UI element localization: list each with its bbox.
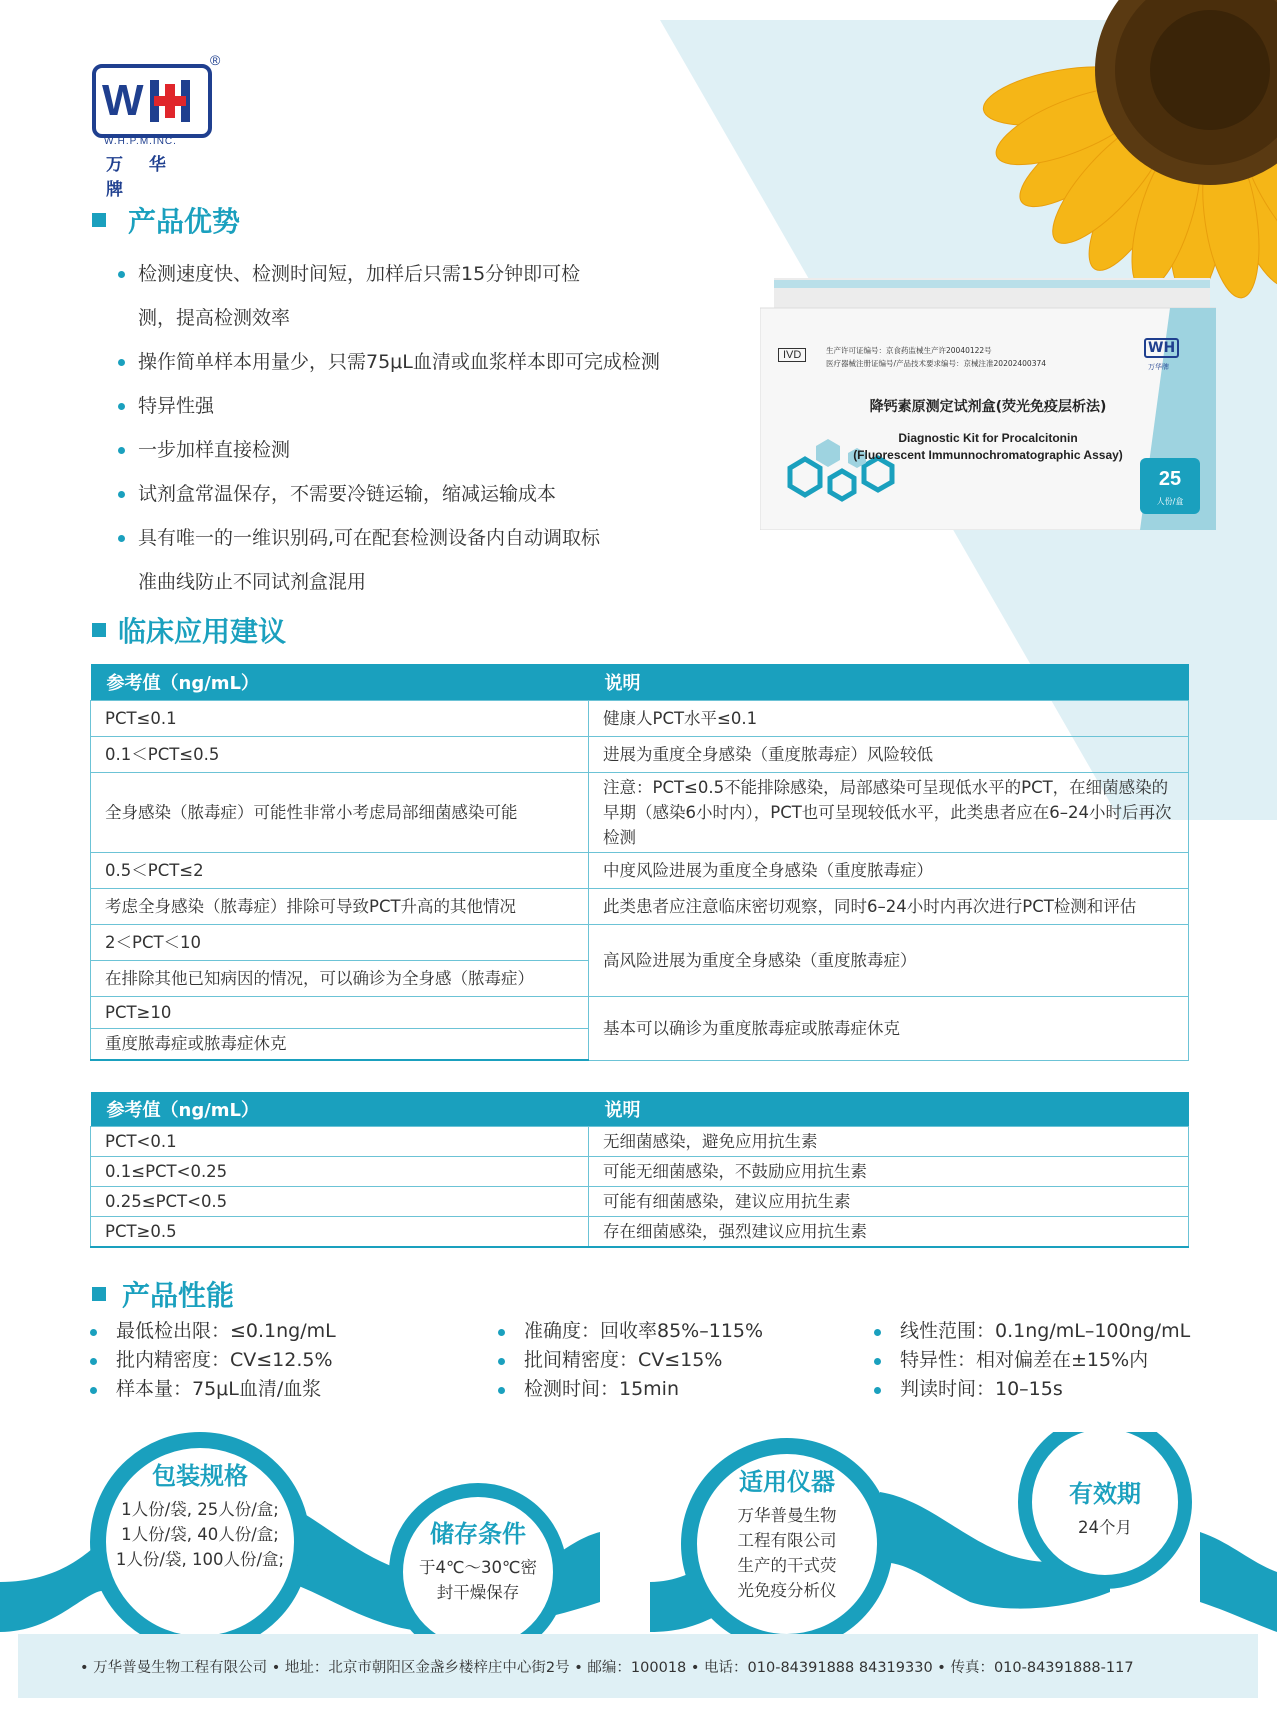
validity-circle: [1045, 1474, 1165, 1540]
table-cell: 基本可以确诊为重度脓毒症或脓毒症休克: [589, 996, 1189, 1060]
table-cell: 此类患者应注意临床密切观察，同时6–24小时内再次进行PCT检测和评估: [589, 888, 1189, 924]
instrument-line: 万华普曼生物: [737, 1506, 837, 1525]
spec-item: 批内精密度：CV≤12.5%: [90, 1346, 336, 1375]
footer-bar: [18, 1634, 1258, 1698]
validity-title: 有效期: [1069, 1480, 1141, 1508]
table-cell: PCT≥10: [91, 996, 589, 1028]
table-header-cell: 参考值（ng/mL）: [91, 1092, 589, 1126]
heading-square-icon: [92, 623, 106, 637]
table-cell: 0.1≤PCT<0.25: [91, 1156, 589, 1186]
clinical-table-2: [90, 1092, 1189, 1248]
license-line: 生产许可证编号：京食药监械生产许20040122号: [826, 346, 992, 355]
list-item: 特异性强: [118, 384, 718, 428]
table-cell: 0.25≤PCT<0.5: [91, 1186, 589, 1216]
table-cell: 在排除其他已知病因的情况，可以确诊为全身感（脓毒症）: [91, 960, 589, 996]
performance-heading: [92, 1274, 234, 1314]
spec-item: 特异性：相对偏差在±15%内: [874, 1346, 1190, 1375]
list-item-continuation: 准曲线防止不同试剂盒混用: [138, 571, 367, 593]
table-row: [91, 1186, 1189, 1216]
table-header-row: [91, 1092, 1189, 1126]
instrument-line: 生产的干式荧: [737, 1556, 837, 1575]
list-item: 操作简单样本用量少，只需75μL血清或血浆样本即可完成检测: [118, 340, 718, 384]
license-line: 医疗器械注册证编号/产品技术要求编号：京械注准20202400374: [826, 359, 1047, 368]
box-count: 25: [1158, 468, 1182, 490]
storage-line: 于4℃～30℃密: [418, 1558, 538, 1577]
table-cell: 2＜PCT＜10: [91, 924, 589, 960]
product-name-en-2: (Fluorescent Immunnochromatographic Assay): [853, 448, 1123, 462]
heading-square-icon: [92, 1287, 106, 1301]
table-cell: 进展为重度全身感染（重度脓毒症）风险较低: [589, 736, 1189, 772]
brand-logo: [92, 52, 221, 200]
logo-box: [92, 64, 212, 138]
spec-item: 线性范围：0.1ng/mL–100ng/mL: [874, 1317, 1190, 1346]
spec-item: 准确度：回收率85%–115%: [498, 1317, 763, 1346]
advantages-list: [118, 252, 718, 604]
table-cell: 全身感染（脓毒症）可能性非常小考虑局部细菌感染可能: [91, 772, 589, 852]
packaging-circle: [110, 1456, 290, 1572]
table-row: [91, 1156, 1189, 1186]
spec-item: 判读时间：10–15s: [874, 1375, 1190, 1404]
product-name-cn: 降钙素原测定试剂盒(荧光免疫层析法): [869, 399, 1107, 415]
storage-circle: [408, 1514, 548, 1605]
list-item: 具有唯一的一维识别码,可在配套检测设备内自动调取标: [118, 516, 718, 560]
table-cell: PCT≥0.5: [91, 1216, 589, 1247]
table-row: [91, 772, 1189, 852]
packaging-title: 包装规格: [152, 1462, 248, 1490]
instrument-line: 工程有限公司: [737, 1531, 837, 1550]
table-cell: 可能无细菌感染，不鼓励应用抗生素: [589, 1156, 1189, 1186]
spec-item: 样本量：75μL血清/血浆: [90, 1375, 336, 1404]
storage-title: 储存条件: [430, 1520, 526, 1548]
table-row: [91, 924, 1189, 960]
table-row: [91, 700, 1189, 736]
packaging-line: 1人份/袋, 40人份/盒;: [121, 1525, 279, 1544]
table-cell: 存在细菌感染，强烈建议应用抗生素: [589, 1216, 1189, 1247]
red-cross-icon: [150, 80, 190, 122]
ivd-label: IVD: [778, 348, 806, 362]
box-logo: WH: [1144, 338, 1179, 358]
advantages-heading: [92, 200, 240, 240]
table-cell: 重度脓毒症或脓毒症休克: [91, 1028, 589, 1060]
logo-english: W.H.P.M.INC.: [104, 136, 177, 147]
packaging-line: 1人份/袋, 100人份/盒;: [115, 1550, 285, 1569]
registered-mark: ®: [210, 52, 221, 68]
spec-item: 批间精密度：CV≤15%: [498, 1346, 763, 1375]
clinical-title: 临床应用建议: [118, 615, 287, 648]
table-row: [91, 888, 1189, 924]
packaging-line: 1人份/袋, 25人份/盒;: [121, 1500, 279, 1519]
performance-col-2: [498, 1317, 763, 1404]
spec-item: 最低检出限：≤0.1ng/mL: [90, 1317, 336, 1346]
footer-contact: • 万华普曼生物工程有限公司 • 地址：北京市朝阳区金盏乡楼梓庄中心街2号 • 邮编：100018 • 电话：010-84391888 84319330 • 传真：010-84391888-117: [80, 1660, 1134, 1676]
instrument-line: 光免疫分析仪: [737, 1581, 837, 1600]
list-item: 检测速度快、检测时间短，加样后只需15分钟即可检: [118, 252, 718, 296]
license-info: [826, 344, 1046, 370]
advantages-title: 产品优势: [128, 205, 241, 238]
instrument-title: 适用仪器: [739, 1468, 835, 1496]
box-logo-cn: 万华牌: [1148, 363, 1169, 371]
performance-col-3: [874, 1317, 1190, 1404]
table-cell: 可能有细菌感染，建议应用抗生素: [589, 1186, 1189, 1216]
storage-line: 封干燥保存: [436, 1583, 520, 1602]
performance-title: 产品性能: [122, 1279, 235, 1312]
box-count-unit: 人份/盒: [1156, 497, 1184, 506]
list-item: 一步加样直接检测: [118, 428, 718, 472]
table-cell: 0.1＜PCT≤0.5: [91, 736, 589, 772]
table-header-cell: 参考值（ng/mL）: [91, 664, 589, 700]
table-cell: PCT<0.1: [91, 1126, 589, 1156]
table-row: [91, 1126, 1189, 1156]
table-cell: 中度风险进展为重度全身感染（重度脓毒症）: [589, 852, 1189, 888]
table-cell: 高风险进展为重度全身感染（重度脓毒症）: [589, 924, 1189, 996]
table-cell: PCT≤0.1: [91, 700, 589, 736]
performance-col-1: [90, 1317, 336, 1404]
table-row: [91, 852, 1189, 888]
list-item: 试剂盒常温保存，不需要冷链运输，缩减运输成本: [118, 472, 718, 516]
clinical-table-1: [90, 664, 1189, 1061]
product-box-image: [760, 278, 1216, 530]
instrument-circle: [712, 1462, 862, 1603]
sunflower-image: [960, 0, 1277, 300]
table-cell: 无细菌感染，避免应用抗生素: [589, 1126, 1189, 1156]
table-cell: 健康人PCT水平≤0.1: [589, 700, 1189, 736]
table-header-cell: 说明: [589, 664, 1189, 700]
validity-line: 24个月: [1078, 1518, 1132, 1537]
heading-square-icon: [92, 213, 106, 227]
product-name-en: Diagnostic Kit for Procalcitonin: [898, 431, 1078, 445]
table-cell: 0.5＜PCT≤2: [91, 852, 589, 888]
table-row: [91, 736, 1189, 772]
spec-item: 检测时间：15min: [498, 1375, 763, 1404]
logo-letter-w: W: [102, 76, 142, 125]
table-header-cell: 说明: [589, 1092, 1189, 1126]
table-cell: 注意：PCT≤0.5不能排除感染，局部感染可呈现低水平的PCT，在细菌感染的早期（感染6小时内），PCT也可呈现较低水平，此类患者应在6–24小时后再次检测: [589, 772, 1189, 852]
clinical-heading: [92, 610, 286, 650]
list-item-continuation: 测，提高检测效率: [138, 307, 291, 329]
table-header-row: [91, 664, 1189, 700]
table-cell: 考虑全身感染（脓毒症）排除可导致PCT升高的其他情况: [91, 888, 589, 924]
logo-chinese: 万 华 牌: [106, 155, 176, 200]
table-row: [91, 996, 1189, 1028]
table-row: [91, 1216, 1189, 1247]
